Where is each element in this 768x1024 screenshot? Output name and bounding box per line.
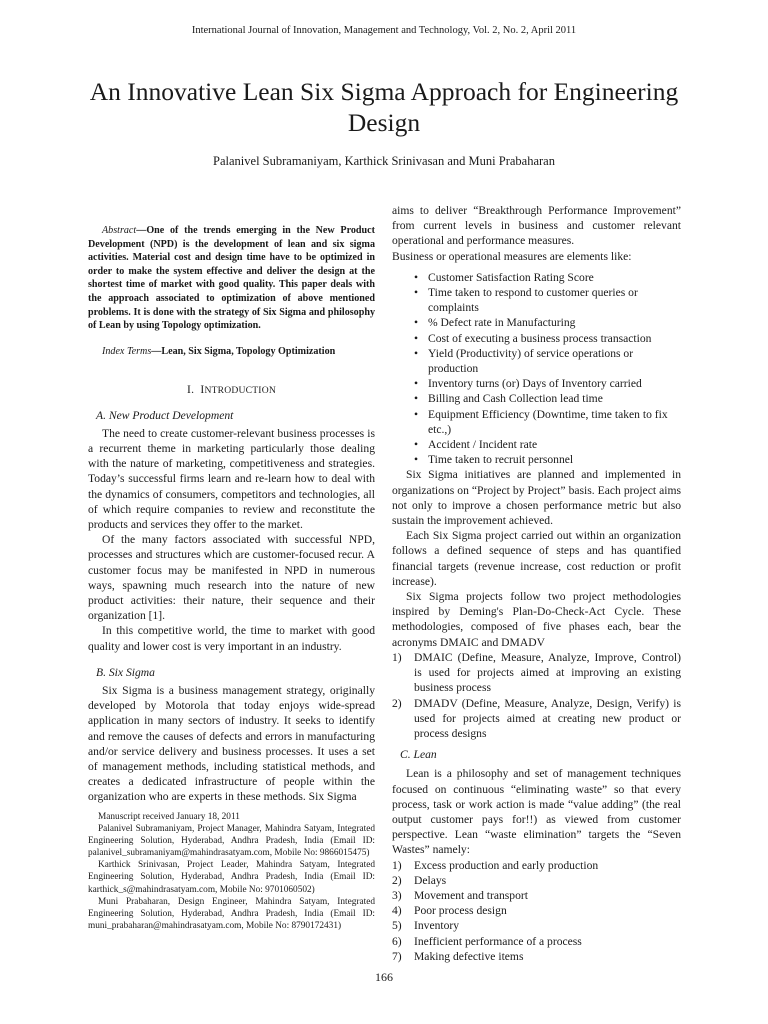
list-item: 6) Inefficient performance of a process [392,934,582,948]
footnote: Muni Prabaharan, Design Engineer, Mahindra Satyam, Integrated Engineering Solution, Hyderabad, Andhra Pradesh, India (Email ID: muni_prabaharan@mahindrasatyam.com, Mobile No: 8790172431) [88,896,375,931]
footnotes [88,811,375,932]
list-item: • Cost of executing a business process transaction [414,331,652,345]
section-heading-introduction: I. INTRODUCTION [187,383,276,397]
list-item: 3) Movement and transport [392,888,528,902]
list-item: 1) Excess production and early production [392,858,599,872]
page-number: 166 [375,970,393,984]
list-item: 4) Poor process design [392,904,507,918]
list-item: • Time taken to recruit personnel [414,453,574,467]
paper-authors: Palanivel Subramaniyam, Karthick Srinivasan and Muni Prabaharan [213,154,555,168]
list-item: 2) Delays [392,873,447,887]
paragraph: Six Sigma projects follow two project methodologies inspired by Deming's Plan-Do-Check-Act Cycle. These methodologies, composed of five phases each, bear the acronyms DMAIC and DMADV [392,590,681,649]
wastes-list [392,858,681,964]
paragraph: In this competitive world, the time to market with good quality and lower cost is very important in an industry. [88,624,375,653]
measures-list [392,270,681,468]
index-terms-text: —Lean, Six Sigma, Topology Optimization [151,345,336,357]
footnote: Palanivel Subramaniyam, Project Manager, Mahindra Satyam, Integrated Engineering Solution, Hyderabad, Andhra Pradesh, India (Email ID: palanivel_subramaniyam@mahindrasatyam.com, Mobile No: 9866015475) [88,824,375,859]
paragraph: Of the many factors associated with successful NPD, processes and structures which are customer-focused recur. A customer focus may be manifested in NPD in numerous ways, spawning much research into the nature of new product activities: their nature, their sequence and their organization [1]. [88,533,375,623]
paragraph: Lean is a philosophy and set of management techniques focused on continuous “eliminating waste” so that every process, task or work action is made “value adding” (the real output customer pays for!!) as viewed from customer perspective. Lean “waste elimination” targets the “Seven Wastes” namely: [392,767,681,857]
index-terms-label: Index Terms [102,345,152,357]
list-item: • Inventory turns (or) Days of Inventory carried [414,377,642,391]
abstract [88,224,375,333]
paragraph: aims to deliver “Breakthrough Performance Improvement” from current levels in business and customer relevant operational and performance measures. [392,204,681,248]
paragraph: Six Sigma is a business management strategy, originally developed by Motorola that today enjoys wide-spread application in many sectors of industry. It seeks to identify and remove the causes of defects and errors in manufacturing and/or service delivery and business processes. It uses a set of management methods, including statistical methods, and creates a dedicated infrastructure of people within the organization who are experts in these methods. Six Sigma [88,684,375,804]
left-column [88,224,375,805]
list-item: • Yield (Productivity) of service operations or production [414,346,634,376]
methodology-list [392,650,681,741]
list-item: 7) Making defective items [392,949,524,963]
paragraph: Each Six Sigma project carried out within an organization follows a defined sequence of steps and has quantified financial targets (revenue increase, cost reduction or profit increase). [392,529,681,588]
list-item: 5) Inventory [392,919,460,933]
list-item: • Billing and Cash Collection lead time [414,392,603,406]
footnote: Karthick Srinivasan, Project Leader, Mahindra Satyam, Integrated Engineering Solution, Hyderabad, Andhra Pradesh, India (Email ID: karthick_s@mahindrasatyam.com, Mobile No: 9701060502) [88,860,375,895]
list-item: 1) DMAIC (Define, Measure, Analyze, Improve, Control) is used for projects aimed at improving an existing business process [392,650,681,695]
subsection-heading-lean: C. Lean [400,748,437,762]
right-column [392,203,681,964]
list-item: • % Defect rate in Manufacturing [414,316,576,330]
subsection-heading-six-sigma: B. Six Sigma [96,665,155,679]
list-item: • Time taken to respond to customer queries or complaints [414,286,638,315]
list-item: • Customer Satisfaction Rating Score [414,270,594,284]
index-terms [88,345,375,359]
abstract-label: Abstract [102,225,137,236]
list-item: • Equipment Efficiency (Downtime, time taken to fix etc.,) [414,407,668,436]
paragraph: Six Sigma initiatives are planned and implemented in organizations on “Project by Project” basis. Each project aims not only to improve a chosen performance metric but also sustain the improvement achieved. [392,468,681,528]
footnote: Manuscript received January 18, 2011 [98,812,240,822]
list-item: 2) DMADV (Define, Measure, Analyze, Design, Verify) is used for projects aimed at creating new product or process designs [392,696,681,740]
paragraph: The need to create customer-relevant business processes is a recurrent theme in marketing particularly those dealing with the nature of marketing, competitiveness and strategies. Today’s successful firms learn and re-learn how to deal with the dynamics of consumers, competitors and technologies, all of which require companies to review and reconstitute the products and services they offer to the market. [88,426,375,531]
subsection-heading-npd: A. New Product Development [96,408,234,422]
paper-title: An Innovative Lean Six Sigma Approach for Engineering Design [89,77,679,137]
abstract-text: —One of the trends emerging in the New Product Development (NPD) is the development of lean and six sigma activities. Material cost and design time have to be optimized in order to make the system effective and deliver the design at the shortest time of market with good quality. This paper deals with the approach associated to optimization of above mentioned problems. It is done with the strategy of Six Sigma and philosophy of Lean by using Topology optimization. [88,225,375,332]
paragraph: Business or operational measures are elements like: [392,249,632,263]
journal-header: International Journal of Innovation, Management and Technology, Vol. 2, No. 2, April 2011 [191,25,577,36]
list-item: • Accident / Incident rate [414,438,538,452]
